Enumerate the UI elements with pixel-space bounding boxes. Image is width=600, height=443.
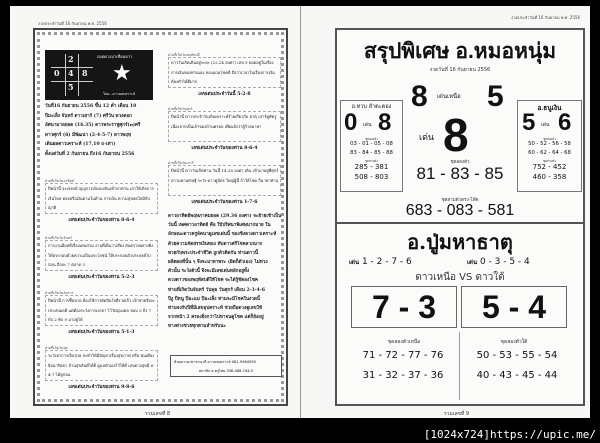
section-heading: ฝ่ายที่เกิดวันศุกร์: [168, 107, 193, 111]
section-heading: ฝ่ายที่เกิดวันอาทิตย์: [45, 179, 75, 183]
lucky-numbers: เลขเด่นประจำวันของท่าน 8-6-4: [191, 146, 258, 151]
left-expert-box: อ.ทวบ ลำตะคอง 0 เด่น 8 ชุดสองตัว 03 - 01 - 05 - 08 83 - 84 - 85 - 88 ชุดสามตัว 285 - 381 508 - 803: [340, 100, 403, 192]
section2-title: อ.ปู่มหาธาตุ: [407, 230, 513, 254]
number-grid: 2 0 4 8 5: [51, 54, 93, 96]
lucky-numbers: เลขเด่นประจำวันของท่าน 5-2-3: [68, 275, 135, 280]
text-line: ปีงู ปีหนู ปีมะแม ปีมะเส็ง ท่านจะมีโชคในงวดนี้: [168, 296, 260, 302]
text-line: ทางต่างช่วยทุกตามสำหรับนะ: [168, 324, 226, 330]
horoscope-section: ระวังอาการเจ็บป่วย จะทำให้มีปัญหาเรื่องสุขภาพ หรือ ขุ่นเคือง อิจฉาริษยา บ้านสุขสันต์ได้ดี ดูแลตัวเองไว้ให้ดี เลขดวงสุขมี 6-4-7 ได้ดูก่อน: [45, 350, 158, 381]
lucky-numbers: เลขเด่นประจำวันของท่าน 1-7-6: [191, 200, 258, 205]
section-heading: ฝ่ายที่เกิดวันอังคาร: [45, 291, 74, 295]
text-line: ดวงดาวของพฤหัสบดีให้โชค จะได้รู้ชัดลงโชค: [168, 278, 258, 284]
horoscope-section: ดาววันเกิดเดินอยู่ระยะ (22.24 องศา) เลข 5 ยอดอยู่ในเรื่องการเงินของท่านเอง ของแถมโชคดี ถือว่าเวลาในเรื่องการเงินต้องทำได้ดีมาก: [168, 57, 281, 88]
horoscope-section: การงานมีผลดีเรื่องเด่นส่วน งานที่เห็นว่าเสี่ยง อันตรายอย่างยิ่ง ให้ประกอบด้วยความเป็นประโยชน์ ให้ประกอบตัวประสงค์ไปก่อน ถือจะ 7 ตลาด 3: [45, 240, 158, 271]
south-box: 5 - 4: [461, 286, 567, 328]
right-page: [300, 6, 590, 418]
summary-title: สรุปพิเศษ อ.หมอหนุ่ม: [363, 40, 557, 63]
left-header: งวดประจำวันที่ 16 กันยายน พ.ศ. 2556: [38, 21, 107, 26]
right-page-number: รวมเลขที่ 9: [444, 411, 470, 417]
lucky-numbers: เลขเด่นประจำวันของท่าน 9-8-6: [68, 385, 135, 390]
section-heading: ฝ่ายที่เกิดวันพฤหัสบดี: [168, 53, 200, 57]
summary-box: สรุปพิเศษ อ.หมอหนุ่ม งวดวันที่ 16 กันยายน 2556 8 เด่นเหนือ 5 เด่น 8 ชุดสองตัว 81 - 83 - 85 อ.ทวบ ลำตะคอง 0 เด่น 8 ชุดสองตัว 03 - 01 - 05 - 08 83 - 84 - 85 - 88 ชุดสามตัว 285 - 381 508 - 803 อ.ธนูเงิน 5 เด่น 6 ชุดสองตัว 50 - 52 - 56 - 58 60 - 62 - 64 - 68 ชุดสามตัว 752 - 452 460 - 358 ชุดสามตัวตรง-โต๊ด 683 - 083 - 581 อ.ปู่มหาธาตุ เด่น 1 - 2 - 7 - 6 เด่น 0 - 3 - 5 - 4 ดาวเหนือ VS ดาวใต้ 7 - 3 5 - 4 ชุดสองตัวเหนือ ชุดสองตัวใต้ 71 - 72 - 77 - 76 31 - 32 - 37 - 36 50 - 53 - 55 - 54 40 - 43 - 45 - 44: [335, 28, 585, 406]
text-line: ท่านจงรับปีที่มีเลขอุปคราะห์ ช่วยถือดวงดูเลขให้: [168, 306, 262, 312]
section-heading: ฝ่ายที่เกิดวันจันทร์: [45, 236, 72, 240]
horoscope-section: ปีหน้านี้ ดาววันเกิดท่าน วันนี้ 14.28 องศา เดิน เข้ามาอยู่ที่ศุกร์ ดาวมหาเศรษฐี ระวัง ดาวคู่มิตร ใหญ่ผู้นี้ ถ้าให้โชค ก็มาหาท่าน: [168, 165, 281, 196]
north-box: 7 - 3: [351, 286, 457, 328]
text-line: ด้วยความจัดสรรเงินทอง ทับดาวศรีโชคลาภมาก: [168, 241, 263, 247]
text-line: ผลิตผลที่นั้น ๆ จึงจะมาหาพระ (ผิดก็ตัวเอง) ไม่ห่วง: [168, 260, 268, 266]
text-line: วันนี้ เพศดาวอาทิตย์ คือ ใบ้ปริศนาพิเศษมากมาย ใน: [168, 223, 271, 229]
lucky-numbers: เลขเด่นประจำวันของท่าน 8-6-4: [68, 218, 135, 223]
left-page-number: รวมเลขที่ 8: [145, 411, 171, 417]
lucky-numbers: เลขเด่นประจำวันนี้ 5-2-8: [198, 92, 251, 97]
horoscope-box: [33, 28, 288, 406]
image-caption: [1024x724]https://upic.me/: [423, 428, 596, 441]
right-expert-box: อ.ธนูเงิน 5 เด่น 6 ชุดสองตัว 50 - 52 - 56 - 58 60 - 62 - 64 - 68 ชุดสามตัว 752 - 452 460 - 358: [517, 100, 582, 192]
star-icon: ★: [112, 61, 132, 86]
main-number: 8: [443, 109, 469, 161]
long-text: [168, 212, 283, 332]
three-digit-set: 683 - 083 - 581: [405, 202, 515, 219]
horoscope-section: ปีหน้านี้ การซื้อขาย ต้องใช้การตัดสินใจที่รวดเร็ว เข้าช่วยจึงจะประสบผลดี แต่ต้องระวังการเจรจา ไว้วัตถุมงคล ขอบ 5 ถึง 7 กับ 2 ทับ 9 มาอยู่ได้: [45, 295, 158, 326]
contact-box: ด้วยความปรารถนาดี ดาวนพเคราะห์ 081-9464590 สมาชิก ส.ครูไทย 338-488-744-5: [170, 355, 282, 377]
horoscope-section: ปีหน้านี้ จะเร่งหน้าบุญการเงินจะเดินเข้าหาท่าน เล่าให้เกิดการเงินไหล ทองหรือเงินตามในด้าน การเงิน ความสุขสดใสมีกับญาติ: [45, 183, 158, 214]
horoscope-section: ปีหน้านี้ ดาวประจำวันเกิดเคราะห์ร้ายเกี่ยวกับ ธาตุ เสาร์คู่ศัตรู เนื่องจากเป็นเจ้าของบ้านครอบ เพื่อแจ้งว่าผู้ร้ายมาหา: [168, 111, 281, 142]
text-line: หวยกับพระประจำชีวิต ถูกตัวติดกัน ท่านดาวนี้: [168, 250, 259, 256]
lucky-numbers: เลขเด่นประจำวันของท่าน 5-1-3: [68, 330, 135, 335]
text-line: ตัวนั้น ระวังตัวนี้ จึงจะมีเลขเด่นหลักอยู่ทั้ง: [168, 269, 250, 275]
divider: [337, 222, 583, 224]
section-heading: ฝ่ายที่เกิดวันเสาร์: [168, 161, 194, 165]
right-header: งวดประจำวันที่ 16 กันยายน พ.ศ. 2556: [511, 15, 580, 20]
left-page: [10, 6, 300, 418]
text-line: ดาวอาทิตย์พฤษภาคมยอด (29.36 องศา) จะย้ายเข้าเป็น: [168, 214, 282, 219]
text-line: ลักษณะดาวครูลัคนาดูเลขเด่นนี้ ของชิงดวงดาวเคราะห์: [168, 232, 277, 238]
text-line: จากหน้า 2 ครองยิ่งกว่าไปหาจนดูโชค แต่ก็ยังอยู่: [168, 315, 264, 321]
section-heading: ฝ่ายที่เกิดวันพุธ: [45, 346, 68, 350]
logo-block: 2 0 4 8 5 ถอดดวงมาเชื่อมดาว ★ โดย...ดาวนพเคราะห์: [45, 50, 153, 100]
intro-text: วันที่16 กันยายน 2556 ขึ้น 12 ค่ำ เดือน 10 ปีมะเส็ง จันทร์ ดาวเสาร์ (7) ศรีวัน พวงดอก อัศนามาลยอด (16.35) ดาวพระราหูศุกร์(๓)ศรี ดาวศุกร์ (6) มีพัฒนา (2-4-5-7) ดาวพฤหฺ เดินผลดาวเคราะห์ (17.10 ถ-เท่า) ตั้งแต่วันที่ 2 กันยายน ถึง16 กันยายน 2556: [45, 104, 141, 157]
text-line: ท่านที่เกิดวันจันทร์ วันพุธ วันศุกร์ เดือน 2-3-4-6: [168, 287, 265, 293]
